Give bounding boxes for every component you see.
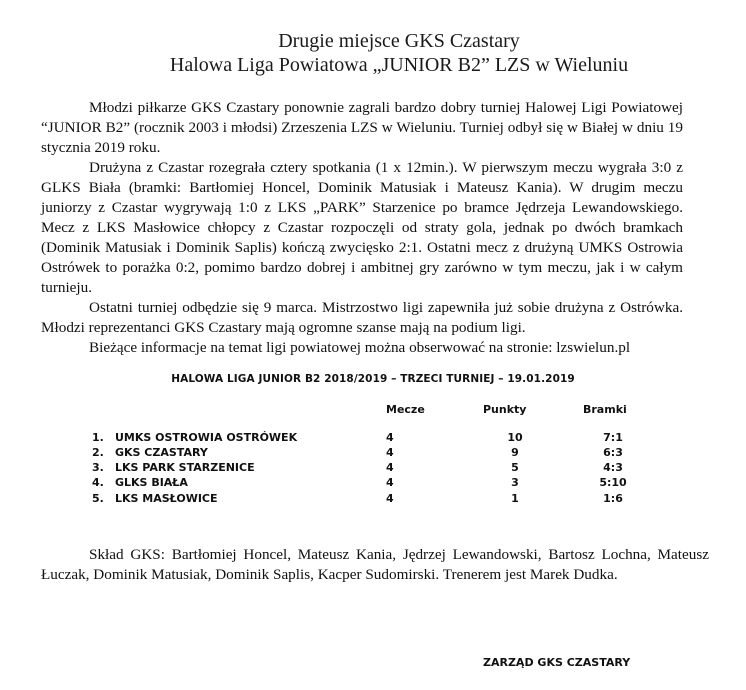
points: 10 [507, 431, 523, 444]
team-name: GKS CZASTARY [115, 446, 208, 459]
table-row [0, 476, 746, 492]
table-row [0, 446, 746, 462]
points: 5 [511, 461, 519, 474]
points: 3 [511, 476, 519, 489]
team-name: UMKS OSTROWIA OSTRÓWEK [115, 431, 298, 444]
matches: 4 [386, 476, 394, 489]
squad-paragraph: Skład GKS: Bartłomiej Honcel, Mateusz Kania, Jędrzej Lewandowski, Bartosz Lochna, Mateusz Łuczak, Dominik Matusiak, Dominik Saplis, Kacper Sudomirski. Trenerem jest Marek Dudka. [41, 546, 709, 583]
rank: 5. [92, 492, 104, 505]
rank: 4. [92, 476, 104, 489]
paragraph: Ostatni turniej odbędzie się 9 marca. Mistrzostwo ligi zapewniła już sobie drużyna z Ostrówka. Młodzi reprezentanci GKS Czastary mają ogromne szanse mają na podium ligi. [41, 299, 683, 336]
column-header-punkty: Punkty [483, 403, 527, 416]
article-body [41, 98, 683, 338]
goals: 4:3 [603, 461, 623, 474]
document-subtitle: Halowa Liga Powiatowa „JUNIOR B2” LZS w Wieluniu [169, 54, 629, 76]
team-name: LKS PARK STARZENICE [115, 461, 255, 474]
points: 9 [511, 446, 519, 459]
goals: 1:6 [603, 492, 623, 505]
column-header-bramki: Bramki [583, 403, 627, 416]
info-block [41, 338, 683, 358]
rank: 2. [92, 446, 104, 459]
table-row [0, 431, 746, 447]
info-line: Bieżące informacje na temat ligi powiatowej można obserwować na stronie: lzswielun.pl [89, 339, 631, 356]
goals: 6:3 [603, 446, 623, 459]
column-header-mecze: Mecze [386, 403, 425, 416]
goals: 7:1 [603, 431, 623, 444]
signature: ZARZĄD GKS CZASTARY [483, 656, 631, 669]
goals: 5:10 [599, 476, 627, 489]
rank: 3. [92, 461, 104, 474]
table-title: HALOWA LIGA JUNIOR B2 2018/2019 – TRZECI TURNIEJ – 19.01.2019 [171, 373, 575, 385]
paragraph: Drużyna z Czastar rozegrała cztery spotkania (1 x 12min.). W pierwszym meczu wygrała 3:0 z GLKS Biała (bramki: Bartłomiej Honcel, Dominik Matusiak i Mateusz Kania). W drugim meczu juniorzy z Czastar wygrywają 1:0 z LKS „PARK” Starzenice po bramce Jędrzeja Lewandowskiego. Mecz z LKS Masłowice chłopcy z Czastar rozpoczęli od straty gola, jednak po dwóch bramkach (Dominik Matusiak i Dominik Saplis) kończą zwycięsko 2:1. Ostatni mecz z drużyną UMKS Ostrowia Ostrówek to porażka 0:2, pomimo bardzo dobrej i ambitnej gry zarówno w tym meczu, jak i w całym turnieju. [41, 159, 683, 296]
table-row [0, 492, 746, 508]
points: 1 [511, 492, 519, 505]
table-row [0, 461, 746, 477]
team-name: LKS MASŁOWICE [115, 492, 218, 505]
squad-paragraph-block [41, 545, 709, 585]
document-title: Drugie miejsce GKS Czastary [278, 30, 520, 52]
team-name: GLKS BIAŁA [115, 476, 188, 489]
matches: 4 [386, 446, 394, 459]
matches: 4 [386, 492, 394, 505]
rank: 1. [92, 431, 104, 444]
matches: 4 [386, 431, 394, 444]
matches: 4 [386, 461, 394, 474]
paragraph: Młodzi piłkarze GKS Czastary ponownie zagrali bardzo dobry turniej Halowej Ligi Powiatowej “JUNIOR B2” (rocznik 2003 i młodsi) Zrzeszenia LZS w Wieluniu. Turniej odbył się w Białej w dniu 19 stycznia 2019 roku. [41, 99, 683, 156]
